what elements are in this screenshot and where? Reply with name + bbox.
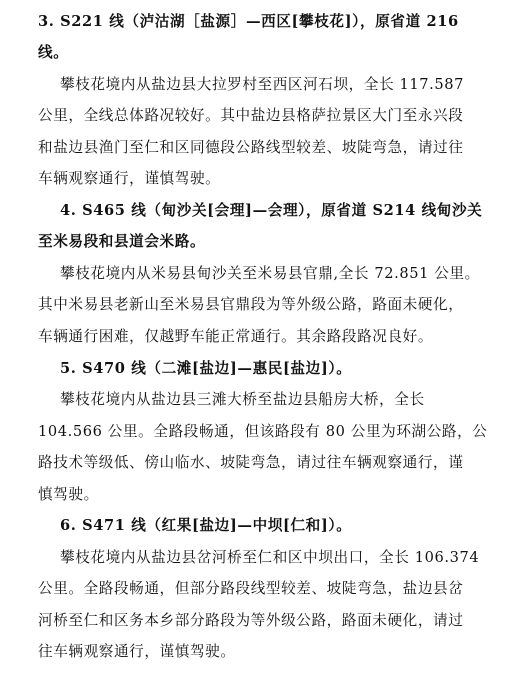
section-4-body-line-1: 攀枝花境内从米易县甸沙关至米易县官鼎,全长 72.851 公里。 [60,265,480,282]
section-3-heading-line-2: 线。 [38,44,69,61]
section-5-body-line-2: 104.566 公里。全路段畅通，但该路段有 80 公里为环湖公路，公 [38,423,488,440]
section-6-heading-line-1: 6. S471 线（红果[盐边]—中坝[仁和]）。 [60,517,352,534]
section-4-heading-line-1: 4. S465 线（甸沙关[会理]—会理），原省道 S214 线甸沙关 [60,202,483,219]
section-5-body-line-3: 路技术等级低、傍山临水、坡陡弯急，请过往车辆观察通行，谨 [38,454,464,471]
section-3-body-line-1: 攀枝花境内从盐边县大拉罗村至西区河石坝，全长 117.587 [60,76,465,93]
section-4-heading-line-2: 至米易段和县道会米路。 [38,233,206,250]
section-3-body-line-2: 公里，全线总体路况较好。其中盐边县格萨拉景区大门至永兴段 [38,107,464,124]
section-4-body-line-2: 其中米易县老新山至米易县官鼎段为等外级公路，路面未硬化， [38,296,464,313]
section-5-body-line-1: 攀枝花境内从盐边县三滩大桥至盐边县船房大桥，全长 [60,391,425,408]
section-6-body-line-1: 攀枝花境内从盐边县岔河桥至仁和区中坝出口，全长 106.374 [60,549,480,566]
section-5-heading-line-1: 5. S470 线（二滩[盐边]—惠民[盐边]）。 [60,360,352,377]
section-3-body-line-4: 车辆观察通行，谨慎驾驶。 [38,170,221,187]
section-3-body-line-3: 和盐边县渔门至仁和区同德段公路线型较差、坡陡弯急，请过往 [38,139,464,156]
section-6-body-line-2: 公里。全路段畅通，但部分路段线型较差、坡陡弯急，盐边县岔 [38,580,464,597]
section-5-body-line-4: 慎驾驶。 [38,486,99,503]
section-3-heading-line-1: 3. S221 线（泸沽湖［盐源］—西区[攀枝花]），原省道 216 [38,13,459,30]
section-6-body-line-4: 往车辆观察通行，谨慎驾驶。 [38,643,236,660]
section-4-body-line-3: 车辆通行困难，仅越野车能正常通行。其余路段路况良好。 [38,328,434,345]
section-6-body-line-3: 河桥至仁和区务本乡部分路段为等外级公路，路面未硬化，请过 [38,612,464,629]
